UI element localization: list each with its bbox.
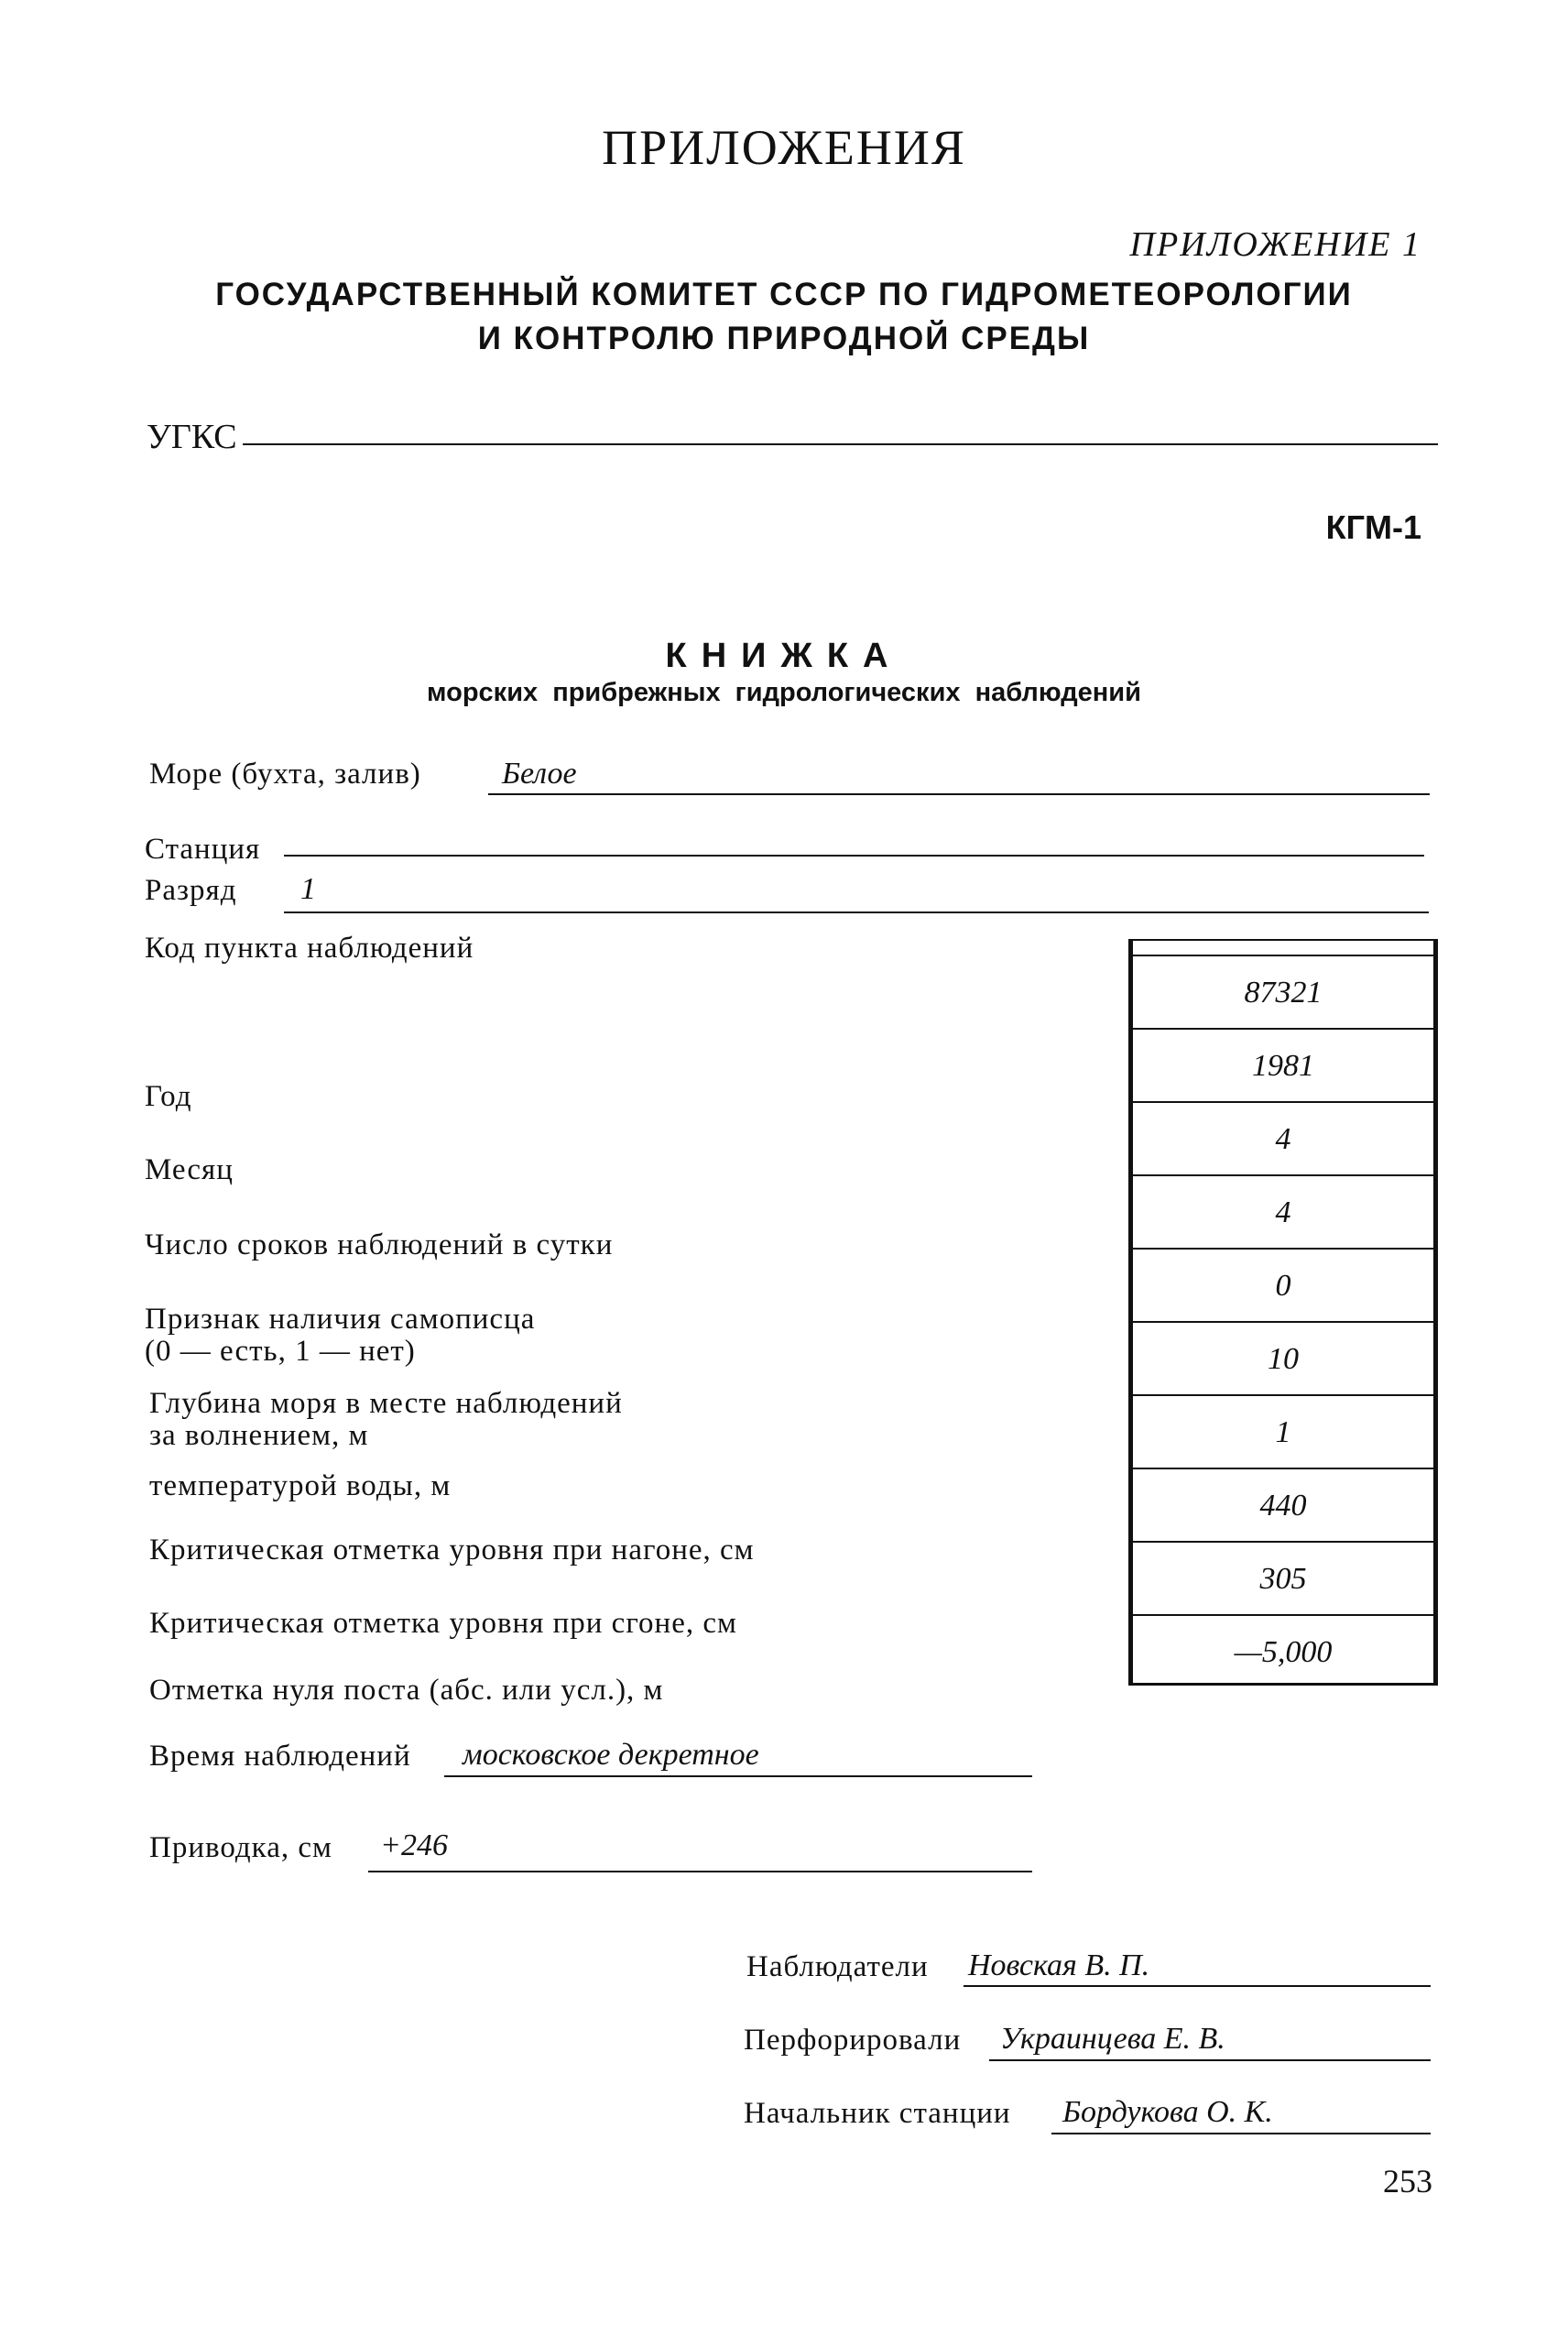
- observers-label: Наблюдатели: [746, 1950, 929, 1983]
- recorder-label-line-2: (0 — есть, 1 — нет): [145, 1335, 416, 1368]
- punched-field-line: [989, 2059, 1431, 2061]
- ugks-label: УГКС: [147, 418, 237, 456]
- crit-setdown-label: Критическая отметка уровня при сгоне, см: [149, 1607, 737, 1640]
- depth-temp-label: температурой воды, м: [149, 1469, 452, 1502]
- chief-value: Бордукова О. К.: [1062, 2095, 1273, 2129]
- month-label: Месяц: [145, 1153, 234, 1186]
- code-cell: —5,000: [1133, 1614, 1433, 1689]
- chief-label: Начальник станции: [744, 2097, 1011, 2130]
- page-title: ПРИЛОЖЕНИЯ: [602, 120, 966, 175]
- rank-field-line: [284, 911, 1429, 913]
- code-cell: 10: [1133, 1321, 1433, 1396]
- sea-value: Белое: [502, 757, 577, 791]
- code-cell: 1981: [1133, 1028, 1433, 1103]
- time-field-line: [444, 1775, 1032, 1777]
- punched-label: Перфорировали: [744, 2024, 962, 2057]
- code-cell: 4: [1133, 1101, 1433, 1176]
- code-cell: 440: [1133, 1468, 1433, 1543]
- rank-label: Разряд: [145, 874, 237, 907]
- zero-mark-label: Отметка нуля поста (абс. или усл.), м: [149, 1674, 664, 1707]
- depth-label: [149, 1388, 623, 1452]
- time-value: московское декретное: [463, 1738, 759, 1772]
- reduction-field-line: [368, 1871, 1032, 1872]
- code-cell: 1: [1133, 1394, 1433, 1469]
- crit-surge-label: Критическая отметка уровня при нагоне, см: [149, 1534, 755, 1566]
- depth-label-line-1: Глубина моря в месте наблюдений: [149, 1387, 623, 1420]
- point-code-label: Код пункта наблюдений: [145, 932, 474, 965]
- rank-value: 1: [300, 872, 316, 906]
- book-subtitle: морских прибрежных гидрологических наблюдений: [427, 678, 1141, 707]
- station-field-line: [284, 855, 1424, 857]
- station-label: Станция: [145, 833, 261, 866]
- recorder-label: [145, 1304, 535, 1368]
- reduction-label: Приводка, см: [149, 1831, 332, 1864]
- sea-field-line: [488, 793, 1430, 795]
- committee-line-1: ГОСУДАРСТВЕННЫЙ КОМИТЕТ СССР ПО ГИДРОМЕТЕОРОЛОГИИ: [215, 277, 1353, 312]
- book-title: КНИЖКА: [665, 637, 903, 675]
- form-code: КГМ-1: [1325, 508, 1421, 546]
- ugks-field-line: [243, 443, 1438, 445]
- code-cell: 305: [1133, 1541, 1433, 1616]
- page-number: 253: [1383, 2163, 1432, 2199]
- observers-value: Новская В. П.: [968, 1948, 1150, 1982]
- committee-line-2: И КОНТРОЛЮ ПРИРОДНОЙ СРЕДЫ: [477, 321, 1091, 356]
- time-label: Время наблюдений: [149, 1740, 411, 1773]
- chief-field-line: [1051, 2133, 1431, 2134]
- sea-label: Море (бухта, залив): [149, 758, 421, 791]
- depth-label-line-2: за волнением, м: [149, 1419, 369, 1452]
- punched-value: Украинцева Е. В.: [1000, 2022, 1225, 2056]
- observers-field-line: [964, 1985, 1431, 1987]
- code-cell: 0: [1133, 1248, 1433, 1323]
- code-values-box: [1128, 939, 1438, 1686]
- code-cell: 87321: [1133, 955, 1433, 1030]
- code-cell: 4: [1133, 1174, 1433, 1250]
- obs-per-day-label: Число сроков наблюдений в сутки: [145, 1228, 614, 1261]
- reduction-value: +246: [380, 1828, 448, 1862]
- recorder-label-line-1: Признак наличия самописца: [145, 1303, 536, 1336]
- committee-heading: [0, 273, 1568, 361]
- appendix-label: ПРИЛОЖЕНИЕ 1: [1129, 225, 1421, 264]
- year-label: Год: [145, 1080, 192, 1113]
